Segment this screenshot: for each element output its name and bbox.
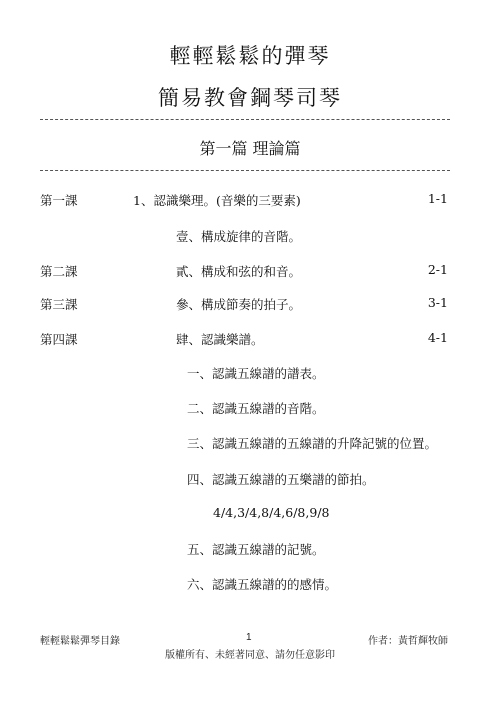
lesson-4-subitem: 三、認識五線譜的五線譜的升降記號的位置。 xyxy=(187,436,438,451)
lesson-3-label: 第三課 xyxy=(40,297,78,312)
lesson-3-page: 3-1 xyxy=(427,295,448,310)
lesson-4-subitem: 四、認識五線譜的五樂譜的節拍。 xyxy=(187,472,375,487)
lesson-1-page: 1-1 xyxy=(427,191,448,206)
lesson-4-subitem: 一、認識五線譜的譜表。 xyxy=(187,366,325,381)
lesson-4-subitem: 二、認識五線譜的音階。 xyxy=(187,401,325,416)
lesson-4-page: 4-1 xyxy=(427,330,448,345)
time-signatures: 4/4,3/4,8/4,6/8,9/8 xyxy=(213,505,330,520)
lesson-1-label: 第一課 xyxy=(40,193,78,208)
footer-doc-name: 輕輕鬆鬆彈琴目錄 xyxy=(40,636,120,647)
lesson-4-subitem: 五、認識五線譜的記號。 xyxy=(187,542,325,557)
lesson-4-subitem: 六、認識五線譜的的感情。 xyxy=(187,577,338,592)
lesson-3-title: 參、構成節奏的拍子。 xyxy=(176,297,302,312)
lesson-2-title: 貳、構成和弦的和音。 xyxy=(176,264,302,279)
lesson-1-subitem: 壹、構成旋律的音階。 xyxy=(176,229,302,244)
lesson-2-page: 2-1 xyxy=(427,262,448,277)
lesson-1-title: 1、認識樂理。(音樂的三要素) xyxy=(133,193,301,208)
footer-page-number: 1 xyxy=(246,632,252,643)
footer-copyright: 版權所有、未經著同意、請勿任意影印 xyxy=(165,650,335,661)
book-title: 輕輕鬆鬆的彈琴 xyxy=(169,44,331,68)
book-subtitle: 簡易教會鋼琴司琴 xyxy=(158,86,342,110)
lesson-4-title: 肆、認識樂譜。 xyxy=(176,332,264,347)
divider-bottom xyxy=(40,170,450,171)
divider-top xyxy=(40,119,450,120)
lesson-4-label: 第四課 xyxy=(40,332,78,347)
footer-author: 作者：黃哲輝牧師 xyxy=(368,636,448,647)
lesson-2-label: 第二課 xyxy=(40,264,78,279)
part-title: 第一篇 理論篇 xyxy=(199,139,301,158)
